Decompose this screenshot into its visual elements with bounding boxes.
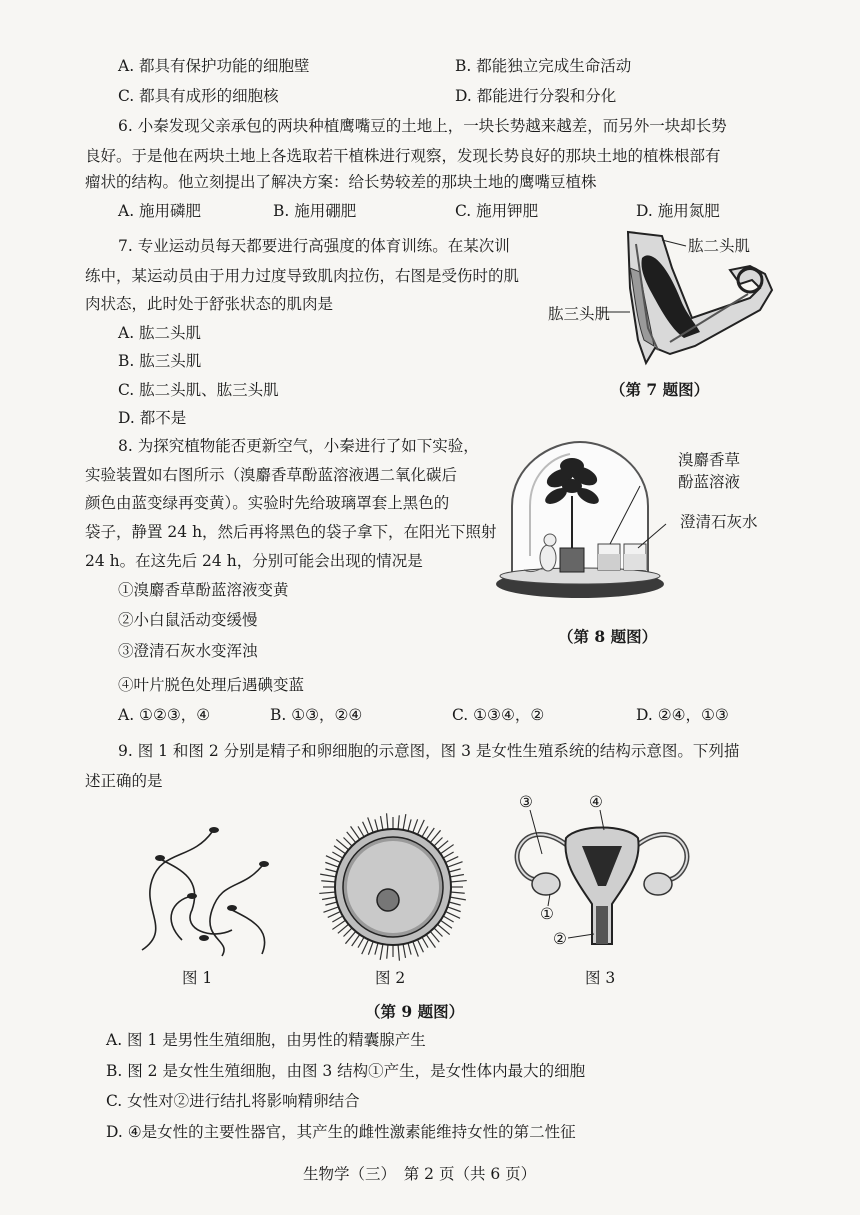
q8-item-1: ①溴麝香草酚蓝溶液变黄 <box>118 581 289 599</box>
q9-option-a: A. 图 1 是男性生殖细胞，由男性的精囊腺产生 <box>106 1031 426 1049</box>
q9-mark-1: ① <box>540 905 554 923</box>
q6-option-b: B. 施用硼肥 <box>273 202 357 220</box>
q6-option-d: D. 施用氮肥 <box>636 202 720 220</box>
q7-stem-line2: 练中，某运动员由于用力过度导致肌肉拉伤，右图是受伤时的肌 <box>85 267 520 285</box>
q9-mark-3: ③ <box>519 793 533 811</box>
q5-option-c: C. 都具有成形的细胞核 <box>118 87 279 105</box>
q9-sperm-figure <box>122 820 282 960</box>
q8-option-b: B. ①③，②④ <box>270 706 363 724</box>
q6-option-c: C. 施用钾肥 <box>455 202 539 220</box>
q8-label-limewater: 澄清石灰水 <box>680 513 758 531</box>
q8-option-d: D. ②④，①③ <box>636 706 729 724</box>
page-footer: 生物学（三） 第 2 页（共 6 页） <box>303 1165 537 1183</box>
q7-option-c: C. 肱二头肌、肱三头肌 <box>118 381 279 399</box>
q8-caption: （第 8 题图） <box>558 627 658 646</box>
q7-label-triceps: 肱三头肌 <box>548 305 611 323</box>
q9-fig1-label: 图 1 <box>182 969 213 987</box>
q8-option-a: A. ①②③，④ <box>118 706 211 724</box>
q7-option-d: D. 都不是 <box>118 409 187 427</box>
q7-stem-line3: 肉状态，此时处于舒张状态的肌肉是 <box>85 295 334 313</box>
q9-option-b: B. 图 2 是女性生殖细胞，由图 3 结构①产生，是女性体内最大的细胞 <box>106 1062 586 1080</box>
q8-label-btb-line1: 溴麝香草 <box>678 451 741 469</box>
q6-stem-line1: 6. 小秦发现父亲承包的两块种植鹰嘴豆的土地上，一块长势越来越差，而另外一块却长势 <box>118 117 727 135</box>
q7-option-a: A. 肱二头肌 <box>118 324 202 342</box>
q8-stem-line4: 袋子，静置 24 h，然后再将黑色的袋子拿下，在阳光下照射 <box>85 523 497 541</box>
q9-caption: （第 9 题图） <box>365 1002 465 1021</box>
q6-option-a: A. 施用磷肥 <box>118 202 202 220</box>
q8-stem-line2: 实验装置如右图所示（溴麝香草酚蓝溶液遇二氧化碳后 <box>85 466 458 484</box>
q8-stem-line5: 24 h。在这先后 24 h，分别可能会出现的情况是 <box>85 552 423 570</box>
q9-option-c: C. 女性对②进行结扎将影响精卵结合 <box>106 1092 360 1110</box>
q8-item-2: ②小白鼠活动变缓慢 <box>118 611 258 629</box>
q9-mark-2: ② <box>553 930 567 948</box>
q7-stem-line1: 7. 专业运动员每天都要进行高强度的体育训练。在某次训 <box>118 237 510 255</box>
q9-option-d: D. ④是女性的主要性器官，其产生的雌性激素能维持女性的第二性征 <box>106 1123 576 1141</box>
q8-stem-line3: 颜色由蓝变绿再变黄）。实验时先给玻璃罩套上黑色的 <box>85 494 450 512</box>
q7-option-b: B. 肱三头肌 <box>118 352 202 370</box>
q9-fig2-label: 图 2 <box>375 969 406 987</box>
q9-uterus-figure <box>508 794 698 964</box>
q8-belljar-figure <box>490 436 670 616</box>
q9-stem-line2: 述正确的是 <box>85 772 163 790</box>
q5-option-b: B. 都能独立完成生命活动 <box>455 57 632 75</box>
q6-stem-line2: 良好。于是他在两块土地上各选取若干植株进行观察，发现长势良好的那块土地的植株根部有 <box>85 147 721 165</box>
q9-fig3-label: 图 3 <box>585 969 616 987</box>
q9-stem-line1: 9. 图 1 和图 2 分别是精子和卵细胞的示意图，图 3 是女性生殖系统的结构示意图。下列描 <box>118 742 740 760</box>
q7-label-biceps: 肱二头肌 <box>688 237 751 255</box>
q8-item-3: ③澄清石灰水变浑浊 <box>118 642 258 660</box>
q8-item-4: ④叶片脱色处理后遇碘变蓝 <box>118 676 305 694</box>
q9-mark-4: ④ <box>589 793 603 811</box>
q6-stem-line3: 瘤状的结构。他立刻提出了解决方案：给长势较差的那块土地的鹰嘴豆植株 <box>85 173 597 191</box>
q8-label-btb-line2: 酚蓝溶液 <box>678 473 741 491</box>
q7-caption: （第 7 题图） <box>610 380 710 399</box>
q5-option-d: D. 都能进行分裂和分化 <box>455 87 617 105</box>
q8-stem-line1: 8. 为探究植物能否更新空气，小秦进行了如下实验， <box>118 437 479 455</box>
q5-option-a: A. 都具有保护功能的细胞壁 <box>118 57 310 75</box>
q8-option-c: C. ①③④，② <box>452 706 545 724</box>
q9-egg-figure <box>318 812 468 962</box>
